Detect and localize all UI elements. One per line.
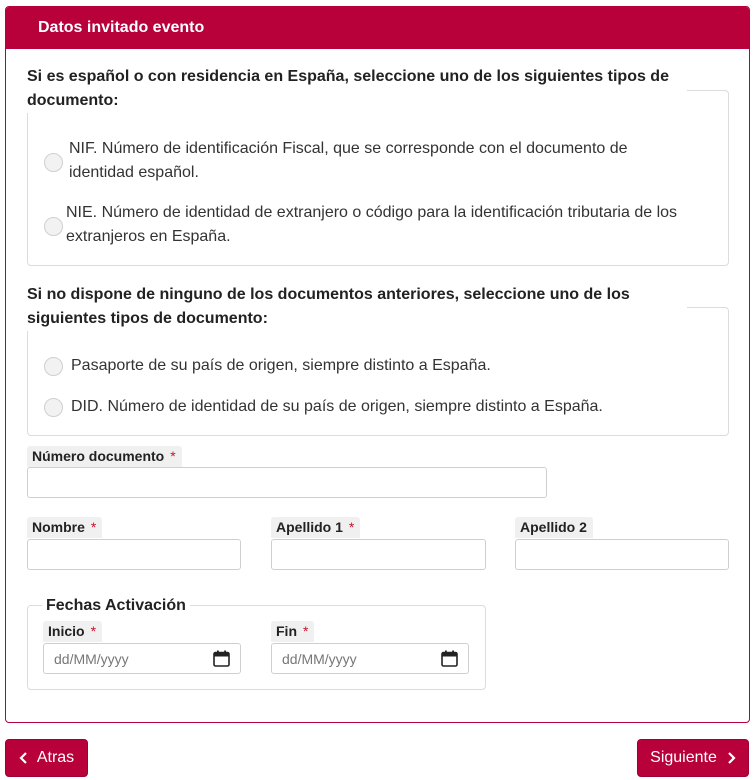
surname2-input[interactable] (515, 539, 729, 570)
spanish-docs-legend: Si es español o con residencia en España, seleccione uno de los siguientes tipos de documento: (27, 65, 687, 113)
next-button[interactable]: Siguiente (637, 739, 749, 777)
document-number-input[interactable] (27, 467, 547, 498)
chevron-right-icon (726, 751, 736, 765)
foreign-docs-legend: Si no dispone de ninguno de los documentos anteriores, seleccione uno de los siguientes tipos de documento: (27, 283, 687, 331)
surname1-input[interactable] (271, 539, 486, 570)
radio-nif[interactable] (44, 153, 63, 172)
radio-passport[interactable] (44, 357, 63, 376)
start-date-label: Inicio * (43, 621, 102, 642)
card-header: Datos invitado evento (6, 7, 749, 49)
name-input[interactable] (27, 539, 241, 570)
radio-option-nie[interactable]: NIE. Número de identidad de extranjero o código para la identificación tributaria de los extranjeros en España. (44, 201, 677, 249)
end-date-label: Fin * (271, 621, 314, 642)
start-date-input[interactable]: dd/MM/yyyy (43, 643, 241, 674)
name-label: Nombre * (27, 517, 102, 538)
calendar-icon[interactable] (441, 650, 458, 667)
activation-dates-legend: Fechas Activación (42, 597, 190, 615)
surname1-label: Apellido 1 * (271, 517, 360, 538)
radio-option-nif[interactable]: NIF. Número de identificación Fiscal, que se corresponde con el documento de identidad español. (44, 137, 628, 185)
radio-nie[interactable] (44, 217, 63, 236)
radio-option-passport[interactable]: Pasaporte de su país de origen, siempre distinto a España. (44, 354, 491, 378)
radio-did[interactable] (44, 398, 63, 417)
chevron-left-icon (19, 751, 29, 765)
document-number-label: Número documento * (27, 446, 182, 467)
calendar-icon[interactable] (213, 650, 230, 667)
radio-option-did[interactable]: DID. Número de identidad de su país de origen, siempre distinto a España. (44, 395, 603, 419)
end-date-input[interactable]: dd/MM/yyyy (271, 643, 469, 674)
surname2-label: Apellido 2 (515, 517, 593, 538)
guest-form-card (5, 6, 750, 723)
back-button[interactable]: Atras (5, 739, 88, 777)
